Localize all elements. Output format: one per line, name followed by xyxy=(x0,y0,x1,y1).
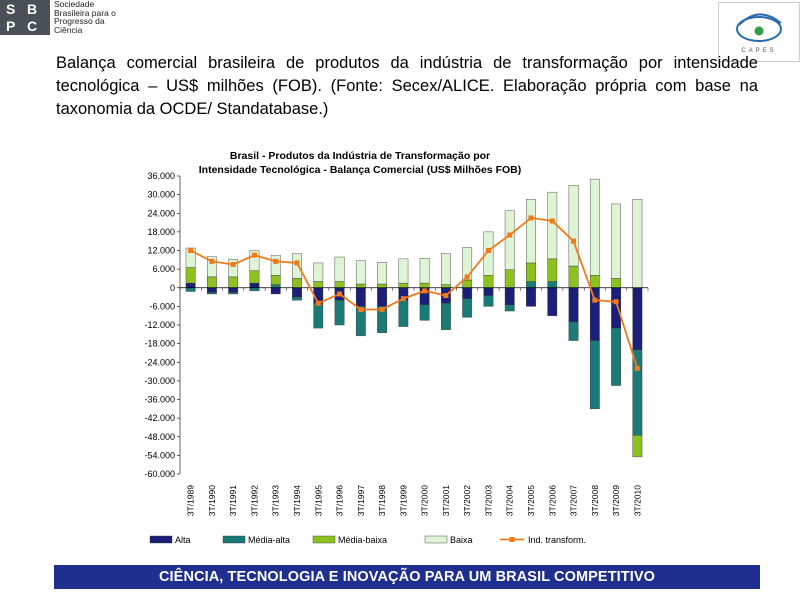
x-tick-label: 3T/1997 xyxy=(355,485,366,517)
bar-baixa xyxy=(420,258,429,283)
bar-m-dia-alta xyxy=(314,303,323,328)
sbpc-name-line: Sociedade xyxy=(54,0,95,9)
chart-title-line: Intensidade Tecnológica - Balança Comercial (US$ Milhões FOB) xyxy=(198,164,522,176)
chart-container xyxy=(144,142,650,557)
x-tick-label: 3T/1995 xyxy=(313,485,324,517)
point-ind-transform xyxy=(316,301,321,306)
bar-m-dia-alta xyxy=(292,297,301,300)
x-tick-label: 3T/2001 xyxy=(440,485,451,517)
bar-m-dia-baixa xyxy=(420,283,429,288)
bar-m-dia-baixa xyxy=(377,284,386,288)
x-tick-label: 3T/1999 xyxy=(398,485,409,517)
point-ind-transform xyxy=(380,307,385,312)
bar-baixa xyxy=(229,259,238,277)
point-ind-transform xyxy=(507,232,512,237)
bar-m-dia-baixa xyxy=(611,278,620,287)
bar-m-dia-alta xyxy=(186,288,195,292)
bar-m-dia-baixa xyxy=(399,283,408,288)
point-ind-transform xyxy=(550,219,555,224)
bar-m-dia-alta xyxy=(335,300,344,325)
chart-caption: Balança comercial brasileira de produtos da indústria de transformação por intensidade tecnológica – US$ milhões (FOB). (Fonte: Secex/ALICE. Elaboração própria com base na taxonomia da OCDE/ Standatabase.) xyxy=(56,54,758,118)
sbpc-name-line: Brasileira para o xyxy=(54,7,116,18)
bar-m-dia-alta xyxy=(633,350,642,435)
point-ind-transform xyxy=(231,262,236,267)
y-tick-label: 6.000 xyxy=(152,264,175,275)
bar-m-dia-baixa xyxy=(590,275,599,287)
x-tick-label: 3T/1990 xyxy=(206,485,217,517)
bar-m-dia-alta xyxy=(441,303,450,329)
bar-baixa xyxy=(292,254,301,279)
point-ind-transform xyxy=(252,253,257,258)
x-tick-label: 3T/2003 xyxy=(483,485,494,517)
x-tick-label: 3T/1993 xyxy=(270,485,281,517)
x-tick-label: 3T/1992 xyxy=(249,485,260,517)
x-tick-label: 3T/1989 xyxy=(185,485,196,517)
point-ind-transform xyxy=(571,239,576,244)
sbpc-letter-s: S xyxy=(6,1,16,17)
sbpc-letter-c: C xyxy=(27,18,38,34)
sbpc-name-line: Ciência xyxy=(54,24,83,35)
bar-m-dia-baixa xyxy=(250,271,259,283)
legend-label: Ind. transform. xyxy=(528,535,587,545)
y-tick-label: -30.000 xyxy=(144,375,175,386)
bar-m-dia-baixa xyxy=(229,277,238,288)
legend-swatch xyxy=(425,536,447,543)
bar-baixa xyxy=(377,262,386,284)
point-ind-transform xyxy=(486,248,491,253)
bar-baixa xyxy=(271,255,280,275)
bar-baixa xyxy=(335,257,344,282)
bar-m-dia-alta xyxy=(250,288,259,291)
point-ind-transform xyxy=(188,248,193,253)
chart-title-line: Brasil - Produtos da Indústria de Transformação por xyxy=(229,150,491,162)
x-tick-label: 3T/1998 xyxy=(377,485,388,517)
bar-alta xyxy=(590,288,599,341)
bar-m-dia-alta xyxy=(207,292,216,294)
bar-alta xyxy=(292,288,301,297)
bar-m-dia-alta xyxy=(271,285,280,288)
bar-alta xyxy=(569,288,578,322)
bar-alta xyxy=(207,288,216,293)
bar-alta xyxy=(271,288,280,294)
point-ind-transform xyxy=(529,215,534,220)
y-tick-label: -24.000 xyxy=(144,357,175,368)
bar-m-dia-baixa xyxy=(633,435,642,457)
y-tick-label: -48.000 xyxy=(144,431,175,442)
x-tick-label: 3T/2004 xyxy=(504,485,515,517)
point-ind-transform xyxy=(614,299,619,304)
bar-m-dia-baixa xyxy=(314,282,323,288)
bar-m-dia-alta xyxy=(463,299,472,318)
bar-m-dia-baixa xyxy=(207,277,216,288)
capes-label: CAPES xyxy=(741,48,777,54)
y-tick-label: -60.000 xyxy=(144,469,175,479)
x-tick-label: 3T/1996 xyxy=(334,485,345,517)
y-tick-label: -36.000 xyxy=(144,394,175,405)
bar-m-dia-baixa xyxy=(505,270,514,288)
point-ind-transform xyxy=(422,288,427,293)
bar-alta xyxy=(526,288,535,307)
bar-m-dia-baixa xyxy=(335,282,344,288)
x-tick-label: 3T/2008 xyxy=(589,485,600,517)
bar-baixa xyxy=(569,185,578,266)
sbpc-name xyxy=(54,0,116,34)
bar-baixa xyxy=(548,192,557,259)
bar-m-dia-baixa xyxy=(484,275,493,287)
bar-m-dia-alta xyxy=(526,282,535,288)
bar-baixa xyxy=(633,199,642,287)
x-tick-label: 3T/1994 xyxy=(292,485,302,517)
legend-label: Média-alta xyxy=(248,535,291,545)
bar-alta xyxy=(611,288,620,328)
y-tick-label: -12.000 xyxy=(144,320,175,330)
point-ind-transform xyxy=(401,296,406,301)
y-tick-label: 36.000 xyxy=(147,171,175,181)
y-tick-label: 24.000 xyxy=(147,208,175,219)
bar-m-dia-alta xyxy=(590,341,599,409)
bar-alta xyxy=(484,288,493,296)
bar-alta xyxy=(377,288,386,307)
capes-emblem-icon xyxy=(719,3,799,48)
bar-m-dia-alta xyxy=(484,296,493,307)
point-ind-transform xyxy=(209,259,214,264)
legend-swatch xyxy=(150,536,172,543)
x-tick-label: 3T/2005 xyxy=(526,485,536,517)
bar-baixa xyxy=(526,199,535,263)
bar-alta xyxy=(250,283,259,288)
sbpc-logo-box xyxy=(0,0,50,35)
y-tick-label: -18.000 xyxy=(144,338,175,349)
bar-baixa xyxy=(356,261,365,284)
legend-label: Alta xyxy=(175,535,191,545)
sbpc-logo xyxy=(0,0,136,35)
x-tick-label: 3T/2002 xyxy=(462,485,473,517)
legend-line-marker xyxy=(510,537,515,542)
x-tick-label: 3T/2006 xyxy=(547,485,558,517)
bar-alta xyxy=(633,288,642,350)
y-tick-label: -54.000 xyxy=(144,450,175,461)
bar-m-dia-alta xyxy=(548,282,557,288)
point-ind-transform xyxy=(337,291,342,296)
point-ind-transform xyxy=(295,260,300,265)
bar-alta xyxy=(505,288,514,305)
legend-swatch xyxy=(223,536,245,543)
bar-m-dia-alta xyxy=(420,305,429,321)
sbpc-letter-p: P xyxy=(6,18,16,34)
bar-m-dia-baixa xyxy=(271,275,280,284)
point-ind-transform xyxy=(635,366,640,371)
y-tick-label: 30.000 xyxy=(147,189,175,200)
y-tick-label: -42.000 xyxy=(144,413,175,424)
bar-m-dia-baixa xyxy=(186,268,195,284)
sbpc-letter-b: B xyxy=(27,1,38,17)
footer-banner: CIÊNCIA, TECNOLOGIA E INOVAÇÃO PARA UM BRASIL COMPETITIVO xyxy=(54,565,760,589)
bar-m-dia-baixa xyxy=(356,284,365,288)
bar-m-dia-alta xyxy=(399,300,408,326)
sbpc-name-line: Progresso da xyxy=(54,16,105,27)
x-tick-label: 3T/2007 xyxy=(568,485,579,517)
legend-label: Média-baixa xyxy=(338,535,388,545)
point-ind-transform xyxy=(273,259,278,264)
y-tick-label: -6.000 xyxy=(149,301,175,312)
bar-baixa xyxy=(314,263,323,282)
bar-baixa xyxy=(505,211,514,270)
bar-m-dia-baixa xyxy=(548,259,557,282)
x-tick-label: 3T/1991 xyxy=(228,485,239,517)
bar-baixa xyxy=(590,179,599,275)
point-ind-transform xyxy=(358,307,363,312)
y-tick-label: 12.000 xyxy=(147,245,175,256)
bar-baixa xyxy=(441,254,450,285)
legend-label: Baixa xyxy=(450,535,473,545)
bar-baixa xyxy=(611,204,620,279)
bar-alta xyxy=(548,288,557,316)
point-ind-transform xyxy=(443,293,448,298)
bar-m-dia-baixa xyxy=(569,266,578,288)
y-tick-label: 18.000 xyxy=(147,226,175,237)
x-tick-label: 3T/2010 xyxy=(632,485,643,517)
y-tick-label: 0 xyxy=(169,282,175,293)
bar-alta xyxy=(463,288,472,299)
bar-m-dia-alta xyxy=(229,292,238,294)
point-ind-transform xyxy=(465,274,470,279)
x-tick-label: 3T/2009 xyxy=(611,485,622,517)
bar-m-dia-alta xyxy=(569,322,578,341)
bar-m-dia-alta xyxy=(505,305,514,311)
legend-swatch xyxy=(313,536,335,543)
bar-m-dia-alta xyxy=(611,328,620,385)
bar-m-dia-baixa xyxy=(441,285,450,288)
bar-m-dia-baixa xyxy=(463,280,472,288)
bar-alta xyxy=(229,288,238,293)
bar-alta xyxy=(186,283,195,288)
bar-alta xyxy=(356,288,365,307)
bar-m-dia-baixa xyxy=(292,278,301,287)
trade-balance-chart xyxy=(144,142,650,557)
bar-m-dia-baixa xyxy=(526,263,535,282)
bar-baixa xyxy=(399,259,408,283)
point-ind-transform xyxy=(592,298,597,303)
x-tick-label: 3T/2000 xyxy=(419,485,430,517)
